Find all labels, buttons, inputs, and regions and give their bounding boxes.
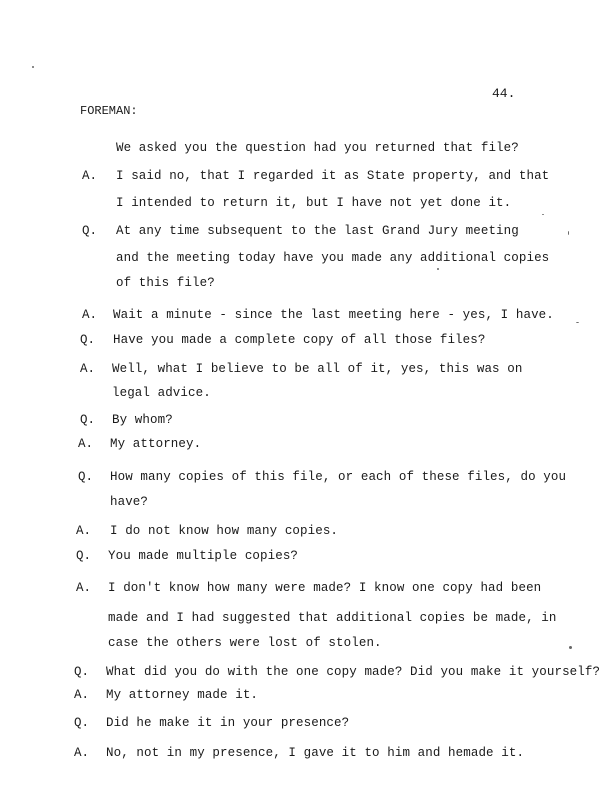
transcript-line: case the others were lost of stolen.: [108, 636, 382, 650]
speaker-heading: FOREMAN:: [80, 104, 138, 118]
transcript-line: Well, what I believe to be all of it, yes, this was on: [112, 362, 523, 376]
transcript-line: and the meeting today have you made any additional copies: [116, 251, 550, 265]
transcript-line: My attorney made it.: [106, 688, 259, 702]
transcript-line: By whom?: [112, 413, 173, 427]
transcript-line: Wait a minute - since the last meeting here - yes, I have.: [113, 308, 554, 322]
speaker-label: A.: [74, 746, 90, 760]
speaker-label: Q.: [78, 470, 94, 484]
scan-speck: [569, 646, 572, 649]
speaker-label: Q.: [80, 333, 96, 347]
speaker-label: A.: [78, 437, 94, 451]
speaker-label: A.: [74, 688, 90, 702]
transcript-line: What did you do with the one copy made? Did you make it yourself?: [106, 665, 601, 679]
transcript-line: We asked you the question had you returned that file?: [116, 141, 519, 155]
speaker-label: A.: [76, 524, 92, 538]
transcript-line: How many copies of this file, or each of these files, do you: [110, 470, 567, 484]
scan-speck: [32, 66, 34, 68]
transcript-line: legal advice.: [112, 386, 211, 400]
transcript-line: No, not in my presence, I gave it to him and hemade it.: [106, 746, 525, 760]
scan-speck: [542, 214, 544, 215]
transcript-line: You made multiple copies?: [108, 549, 299, 563]
speaker-label: A.: [82, 308, 98, 322]
transcript-line: of this file?: [116, 276, 215, 290]
scan-speck: [437, 268, 439, 270]
speaker-label: A.: [82, 169, 98, 183]
transcript-line: I don't know how many were made? I know one copy had been: [108, 581, 542, 595]
scan-speck: [568, 231, 569, 235]
speaker-label: A.: [80, 362, 96, 376]
scan-speck: [576, 322, 579, 323]
speaker-label: Q.: [80, 413, 96, 427]
transcript-line: I intended to return it, but I have not yet done it.: [116, 196, 512, 210]
speaker-label: A.: [76, 581, 92, 595]
transcript-line: At any time subsequent to the last Grand Jury meeting: [116, 224, 519, 238]
transcript-line: I do not know how many copies.: [110, 524, 339, 538]
transcript-line: have?: [110, 495, 149, 509]
transcript-line: My attorney.: [110, 437, 202, 451]
transcript-line: I said no, that I regarded it as State property, and that: [116, 169, 550, 183]
transcript-line: Did he make it in your presence?: [106, 716, 350, 730]
transcript-line: made and I had suggested that additional copies be made, in: [108, 611, 557, 625]
speaker-label: Q.: [74, 716, 90, 730]
transcript-line: Have you made a complete copy of all those files?: [113, 333, 486, 347]
speaker-label: Q.: [74, 665, 90, 679]
speaker-label: Q.: [82, 224, 98, 238]
page-number: 44.: [492, 86, 516, 101]
speaker-label: Q.: [76, 549, 92, 563]
